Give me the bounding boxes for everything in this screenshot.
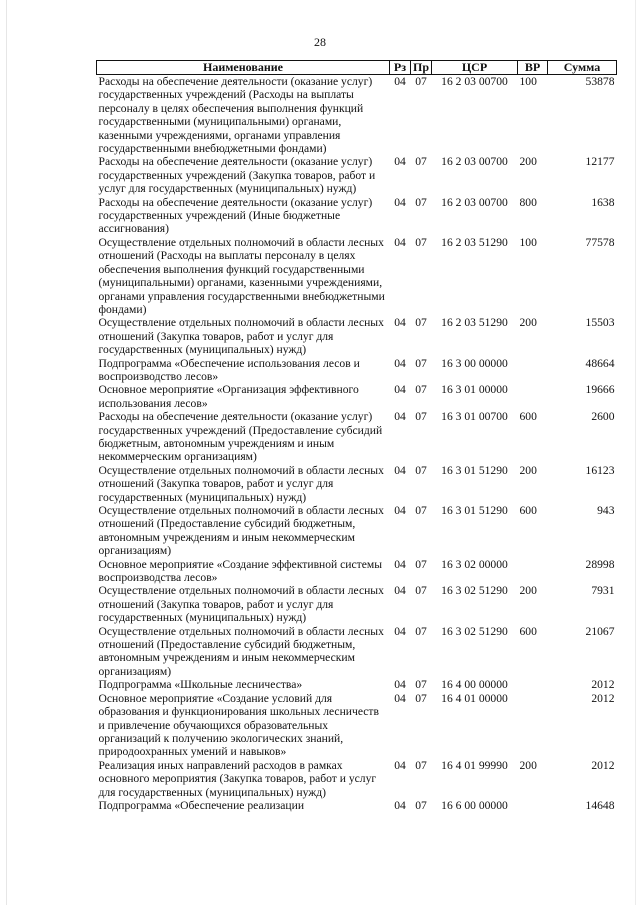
cell-name: Реализация иных направлений расходов в рамках основного мероприятия (Закупка товаров, работ и услуг для государственных (муниципальных) нужд) bbox=[98, 758, 377, 799]
header-vr: ВР bbox=[518, 61, 548, 75]
cell-pr: 07 bbox=[415, 758, 427, 772]
cell-csr: 16 4 01 00000 bbox=[441, 691, 508, 705]
cell-name: Расходы на обеспечение деятельности (оказание услуг) государственных учреждений (Иные бюджетные ассигнования) bbox=[98, 195, 373, 236]
cell-vr bbox=[518, 692, 548, 759]
cell-name: Основное мероприятие «Создание условий для образования и функционирования школьных лесничеств и привлечение обучающихся образовательных организаций к получению экологических знаний, природоохранных умений и навыков» bbox=[98, 691, 379, 759]
cell-rz: 04 bbox=[394, 624, 406, 638]
cell-vr: 100 bbox=[519, 235, 537, 249]
cell-sum: 12177 bbox=[585, 155, 615, 169]
cell-name: Осуществление отдельных полномочий в области лесных отношений (Предоставление субсидий бюджетным, автономным учреждениям и иным некоммерческим организациям) bbox=[98, 624, 384, 678]
table-row bbox=[97, 584, 617, 624]
cell-sum: 2012 bbox=[591, 758, 615, 772]
cell-vr bbox=[518, 799, 548, 812]
cell-vr: 600 bbox=[519, 504, 537, 517]
header-pr: Пр bbox=[411, 61, 432, 75]
cell-pr: 07 bbox=[415, 584, 427, 598]
cell-csr: 16 3 01 51290 bbox=[441, 463, 508, 477]
cell-sum: 15503 bbox=[585, 316, 615, 330]
table-row bbox=[97, 236, 617, 316]
cell-rz: 04 bbox=[394, 798, 406, 812]
table-header-row bbox=[97, 61, 617, 75]
cell-rz: 04 bbox=[394, 691, 406, 705]
cell-sum: 77578 bbox=[585, 235, 615, 249]
cell-pr: 07 bbox=[415, 678, 427, 692]
table-row bbox=[97, 504, 617, 558]
cell-rz: 04 bbox=[394, 758, 406, 772]
cell-name: Осуществление отдельных полномочий в области лесных отношений (Закупка товаров, работ и услуг для государственных (муниципальных) нужд) bbox=[98, 316, 384, 357]
cell-pr: 07 bbox=[415, 235, 427, 249]
cell-csr: 16 6 00 00000 bbox=[441, 798, 508, 812]
cell-name: Расходы на обеспечение деятельности (оказание услуг) государственных учреждений (Расходы на выплаты персоналу в целях обеспечения выполнения функций государственными (муниципальными) органами, казенными учреждениями, органами управления государственными внебюджетными фондами) bbox=[98, 75, 373, 156]
cell-rz: 04 bbox=[394, 235, 406, 249]
cell-rz: 04 bbox=[394, 316, 406, 330]
header-sum: Сумма bbox=[548, 61, 617, 75]
cell-rz: 04 bbox=[394, 383, 406, 397]
table-row bbox=[97, 383, 617, 410]
cell-vr: 200 bbox=[519, 463, 537, 477]
cell-name: Основное мероприятие «Организация эффективного использования лесов» bbox=[98, 383, 359, 410]
header-rz: Рз bbox=[390, 61, 411, 75]
cell-pr: 07 bbox=[415, 624, 427, 638]
cell-name: Расходы на обеспечение деятельности (оказание услуг) государственных учреждений (Предоставление субсидий бюджетным, автономным учреждениям и иным некоммерческим организациям) bbox=[98, 410, 383, 464]
cell-vr: 200 bbox=[519, 316, 537, 330]
cell-vr bbox=[518, 558, 548, 585]
cell-sum: 16123 bbox=[585, 463, 615, 477]
cell-name: Осуществление отдельных полномочий в области лесных отношений (Расходы на выплаты персоналу в целях обеспечения выполнения функций государственными (муниципальными) органами, казенными учреждениями, органами управления государственными внебюджетными фондами) bbox=[98, 235, 385, 316]
cell-name: Подпрограмма «Школьные лесничества» bbox=[98, 678, 303, 692]
cell-sum: 53878 bbox=[585, 75, 615, 88]
cell-vr bbox=[518, 383, 548, 410]
header-name: Наименование bbox=[97, 61, 390, 75]
cell-sum: 21067 bbox=[585, 624, 615, 638]
cell-rz: 04 bbox=[394, 155, 406, 169]
cell-rz: 04 bbox=[394, 678, 406, 692]
table-row bbox=[97, 799, 617, 812]
table-body bbox=[97, 75, 617, 813]
cell-csr: 16 4 00 00000 bbox=[441, 678, 508, 692]
cell-rz: 04 bbox=[394, 557, 406, 571]
cell-name: Подпрограмма «Обеспечение реализации bbox=[98, 798, 305, 812]
cell-sum: 1638 bbox=[591, 195, 615, 209]
cell-pr: 07 bbox=[415, 356, 427, 370]
cell-rz: 04 bbox=[394, 463, 406, 477]
scan-edge-left bbox=[6, 0, 7, 905]
cell-pr: 07 bbox=[415, 463, 427, 477]
cell-sum: 48664 bbox=[585, 356, 615, 370]
cell-rz: 04 bbox=[394, 75, 406, 88]
table-row bbox=[97, 692, 617, 759]
table-row bbox=[97, 316, 617, 356]
table-row bbox=[97, 357, 617, 384]
cell-vr: 100 bbox=[519, 75, 537, 88]
cell-sum: 19666 bbox=[585, 383, 615, 397]
cell-pr: 07 bbox=[415, 504, 427, 517]
cell-pr: 07 bbox=[415, 195, 427, 209]
cell-name: Подпрограмма «Обеспечение использования лесов и воспроизводство лесов» bbox=[98, 356, 360, 383]
page-number: 28 bbox=[314, 35, 326, 49]
cell-csr: 16 3 02 00000 bbox=[441, 557, 508, 571]
cell-sum: 2012 bbox=[591, 691, 615, 705]
table-row bbox=[97, 155, 617, 195]
cell-csr: 16 2 03 00700 bbox=[441, 155, 508, 169]
scan-edge-right bbox=[635, 0, 636, 905]
cell-name: Расходы на обеспечение деятельности (оказание услуг) государственных учреждений (Закупка товаров, работ и услуг для государственных (муниципальных) нужд) bbox=[98, 155, 376, 196]
cell-name: Основное мероприятие «Создание эффективной системы воспроизводства лесов» bbox=[98, 557, 382, 585]
cell-vr bbox=[518, 678, 548, 691]
table-row bbox=[97, 196, 617, 236]
header-csr: ЦСР bbox=[432, 61, 518, 75]
cell-rz: 04 bbox=[394, 504, 406, 517]
cell-rz: 04 bbox=[394, 410, 406, 424]
cell-name: Осуществление отдельных полномочий в области лесных отношений (Закупка товаров, работ и услуг для государственных (муниципальных) нужд) bbox=[98, 584, 384, 625]
table-row bbox=[97, 678, 617, 691]
cell-csr: 16 2 03 51290 bbox=[441, 316, 508, 330]
cell-pr: 07 bbox=[415, 410, 427, 424]
cell-name: Осуществление отдельных полномочий в области лесных отношений (Закупка товаров, работ и услуг для государственных (муниципальных) нужд) bbox=[98, 463, 384, 504]
cell-pr: 07 bbox=[415, 155, 427, 169]
cell-rz: 04 bbox=[394, 356, 406, 370]
cell-csr: 16 3 02 51290 bbox=[441, 584, 508, 598]
cell-vr: 600 bbox=[519, 410, 537, 424]
cell-csr: 16 3 00 00000 bbox=[441, 356, 508, 370]
table-row bbox=[97, 558, 617, 585]
cell-csr: 16 3 02 51290 bbox=[441, 624, 508, 638]
cell-pr: 07 bbox=[415, 691, 427, 705]
budget-table bbox=[96, 60, 617, 812]
table-row bbox=[97, 464, 617, 504]
cell-csr: 16 3 01 00000 bbox=[441, 383, 508, 397]
table-row bbox=[97, 759, 617, 799]
cell-pr: 07 bbox=[415, 798, 427, 812]
cell-sum: 14648 bbox=[585, 798, 615, 812]
cell-csr: 16 4 01 99990 bbox=[441, 758, 508, 772]
cell-pr: 07 bbox=[415, 316, 427, 330]
cell-vr bbox=[518, 357, 548, 384]
cell-sum: 28998 bbox=[585, 557, 615, 571]
cell-csr: 16 2 03 00700 bbox=[441, 75, 508, 88]
cell-vr: 200 bbox=[519, 155, 537, 169]
cell-name: Осуществление отдельных полномочий в области лесных отношений (Предоставление субсидий бюджетным, автономным учреждениям и иным некоммерческим организациям) bbox=[98, 504, 384, 558]
cell-vr: 800 bbox=[519, 195, 537, 209]
cell-pr: 07 bbox=[415, 557, 427, 571]
cell-csr: 16 2 03 51290 bbox=[441, 235, 508, 249]
cell-csr: 16 3 01 00700 bbox=[441, 410, 508, 424]
cell-pr: 07 bbox=[415, 383, 427, 397]
cell-csr: 16 3 01 51290 bbox=[441, 504, 508, 517]
table-row bbox=[97, 625, 617, 679]
cell-csr: 16 2 03 00700 bbox=[441, 195, 508, 209]
cell-vr: 200 bbox=[519, 758, 537, 772]
cell-sum: 2600 bbox=[591, 410, 615, 424]
cell-pr: 07 bbox=[415, 75, 427, 88]
cell-sum: 943 bbox=[597, 504, 615, 517]
cell-vr: 200 bbox=[519, 584, 537, 598]
cell-vr: 600 bbox=[519, 624, 537, 638]
cell-rz: 04 bbox=[394, 584, 406, 598]
table-row bbox=[97, 410, 617, 464]
cell-rz: 04 bbox=[394, 195, 406, 209]
table-row bbox=[97, 75, 617, 156]
cell-sum: 7931 bbox=[591, 584, 615, 598]
cell-sum: 2012 bbox=[591, 678, 615, 692]
